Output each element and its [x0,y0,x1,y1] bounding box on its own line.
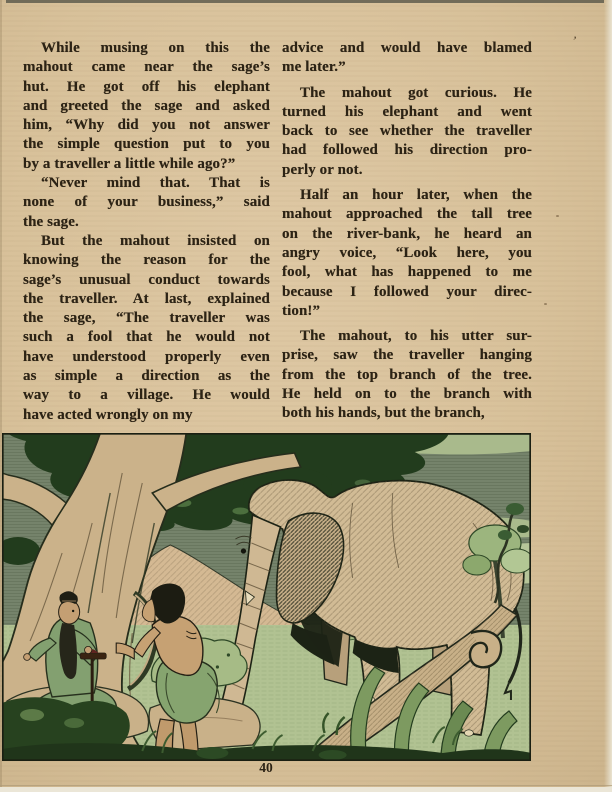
text-line: because I followed your direc- [282,283,532,300]
text-line: from the top branch of the tree. [282,366,532,383]
text-line: “Never mind that. That is [41,175,270,192]
story-illustration [2,433,531,761]
scan-right-edge [604,0,612,792]
text-line: back to see whether the traveller [282,123,532,140]
text-line: turned his elephant and went [282,103,532,120]
text-line: had followed his direction pro- [282,142,532,159]
text-line: have acted wrongly on my [23,406,193,423]
scan-bottom-line [0,785,612,786]
text-line: and greeted the sage and asked [23,97,270,114]
text-line: the traveller. At last, explained [23,290,270,307]
scan-top-edge [6,0,604,3]
text-line: none of your business,” said [23,194,270,211]
text-line: way to a village. He would [23,387,270,404]
text-line: mahout came near the sage’s [23,59,270,76]
text-line: the sage. [23,213,79,230]
text-line: angry voice, “Look here, you [282,244,532,261]
text-line: the sage, “The traveller was [23,310,270,327]
text-line: him, “Why did you not answer [23,117,270,134]
paragraph [282,327,532,423]
text-line: knowing the reason for the [23,252,270,269]
text-line: by a traveller a little while ago?” [23,155,236,172]
text-line: The mahout, to his utter sur- [300,328,532,345]
text-line: the simple question put to you [23,136,270,153]
text-line: hut. He got off his elephant [23,78,270,95]
paragraph [23,39,270,174]
text-line: The mahout got curious. He [300,84,532,101]
text-line: prise, saw the traveller hanging [282,347,532,364]
text-line: mahout approached the tall tree [282,206,532,223]
text-line: He held on to the branch with [282,386,532,403]
text-line: have understood properly even [23,348,270,365]
text-line: perly or not. [282,161,363,178]
text-line: advice and would have blamed [282,40,532,56]
scan-bottom-edge [0,787,612,792]
paragraph [282,84,532,180]
paper-speck [556,215,559,217]
text-line: sage’s unusual conduct towards [23,271,270,288]
text-line: tion!” [282,302,321,319]
paragraph [23,232,270,425]
text-line: as simple a direction as the [23,368,270,385]
page-number: 40 [259,760,273,775]
paragraph [282,39,532,78]
paragraph [282,186,532,321]
paper-speck: ’ [570,32,579,49]
text-line: on the river-bank, he heard an [282,225,532,242]
text-line: While musing on this the [41,40,270,56]
text-column-right [282,39,532,424]
text-line: both his hands, but the branch, [282,405,485,422]
text-column-left [23,39,270,425]
text-line: me later.” [282,59,346,76]
text-line: But the mahout insisted on [41,232,270,249]
paper-speck [544,303,547,305]
text-line: such a fool that he would not [23,329,270,346]
paragraph [23,174,270,232]
text-line: fool, what has happened to me [282,264,532,281]
text-line: Half an hour later, when the [300,187,532,204]
